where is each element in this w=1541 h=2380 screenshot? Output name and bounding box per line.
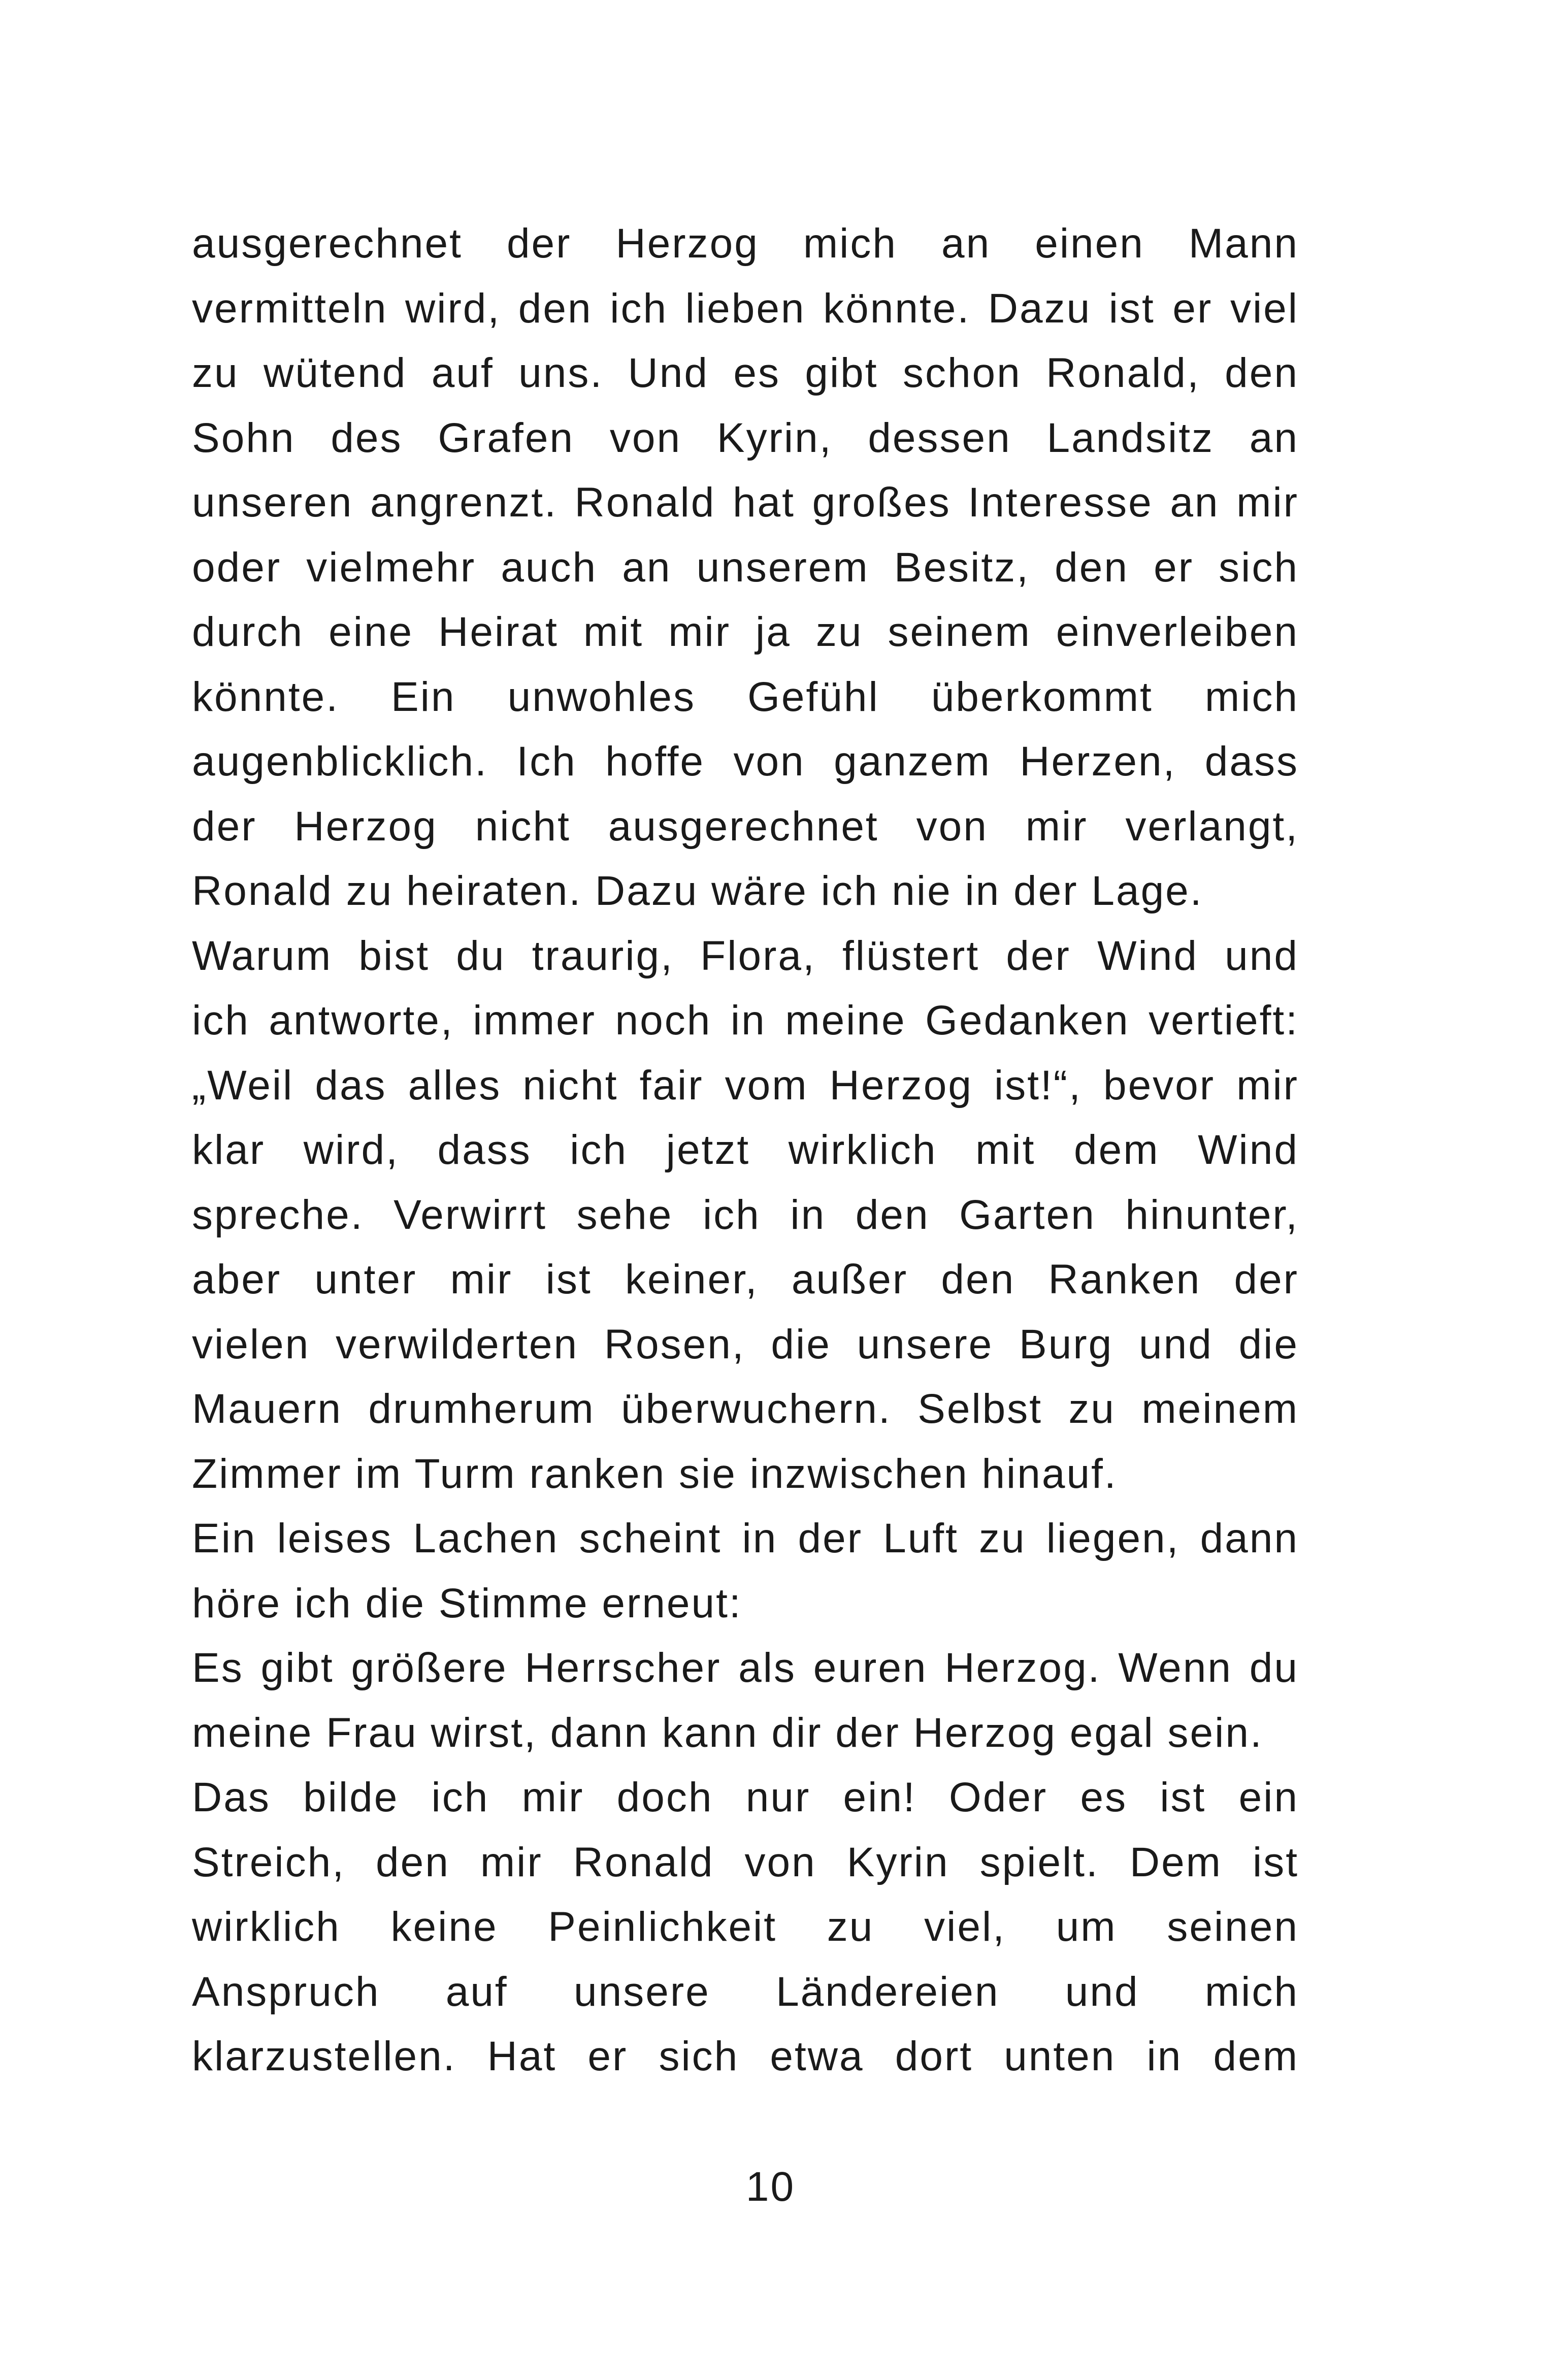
text-line: klarzustellen. Hat er sich etwa dort unten in dem bbox=[192, 2033, 1299, 2079]
text-line: spreche. Verwirrt sehe ich in den Garten hinunter, bbox=[192, 1191, 1299, 1238]
text-line: vermitteln wird, den ich lieben könnte. Dazu ist er viel bbox=[192, 285, 1299, 332]
text-line: „Weil das alles nicht fair vom Herzog ist!“, bevor mir bbox=[192, 1062, 1299, 1109]
text-line: Streich, den mir Ronald von Kyrin spielt. Dem ist bbox=[192, 1839, 1299, 1885]
text-line: ausgerechnet der Herzog mich an einen Mann bbox=[192, 220, 1299, 267]
text-line: Anspruch auf unsere Ländereien und mich bbox=[192, 1968, 1299, 2015]
text-line: oder vielmehr auch an unserem Besitz, den er sich bbox=[192, 544, 1299, 591]
text-line: der Herzog nicht ausgerechnet von mir verlangt, bbox=[192, 803, 1299, 850]
text-line: könnte. Ein unwohles Gefühl überkommt mich bbox=[192, 673, 1299, 720]
text-line: vielen verwilderten Rosen, die unsere Burg und die bbox=[192, 1321, 1299, 1367]
text-line: Das bilde ich mir doch nur ein! Oder es ist ein bbox=[192, 1774, 1299, 1820]
text-line: Sohn des Grafen von Kyrin, dessen Landsitz an bbox=[192, 414, 1299, 461]
text-line: zu wütend auf uns. Und es gibt schon Ronald, den bbox=[192, 350, 1299, 396]
text-line: augenblicklich. Ich hoffe von ganzem Herzen, dass bbox=[192, 738, 1299, 785]
text-line: höre ich die Stimme erneut: bbox=[192, 1580, 742, 1626]
text-line: aber unter mir ist keiner, außer den Ranken der bbox=[192, 1256, 1299, 1302]
text-line: durch eine Heirat mit mir ja zu seinem einverleiben bbox=[192, 609, 1299, 655]
text-line: klar wird, dass ich jetzt wirklich mit dem Wind bbox=[192, 1127, 1299, 1173]
text-line: wirklich keine Peinlichkeit zu viel, um seinen bbox=[192, 1904, 1299, 1950]
page-number: 10 bbox=[745, 2164, 796, 2210]
text-line: Ein leises Lachen scheint in der Luft zu liegen, dann bbox=[192, 1515, 1299, 1561]
text-line: Es gibt größere Herrscher als euren Herzog. Wenn du bbox=[192, 1645, 1299, 1691]
text-line: meine Frau wirst, dann kann dir der Herzog egal sein. bbox=[192, 1709, 1263, 1756]
text-line: Mauern drumherum überwuchern. Selbst zu meinem bbox=[192, 1386, 1299, 1432]
text-line: Ronald zu heiraten. Dazu wäre ich nie in der Lage. bbox=[192, 868, 1203, 914]
text-line: unseren angrenzt. Ronald hat großes Interesse an mir bbox=[192, 479, 1299, 526]
text-line: ich antworte, immer noch in meine Gedanken vertieft: bbox=[192, 997, 1299, 1044]
text-line: Zimmer im Turm ranken sie inzwischen hinauf. bbox=[192, 1450, 1118, 1497]
body-text bbox=[192, 218, 1299, 2096]
text-line: Warum bist du traurig, Flora, flüstert der Wind und bbox=[192, 932, 1299, 979]
